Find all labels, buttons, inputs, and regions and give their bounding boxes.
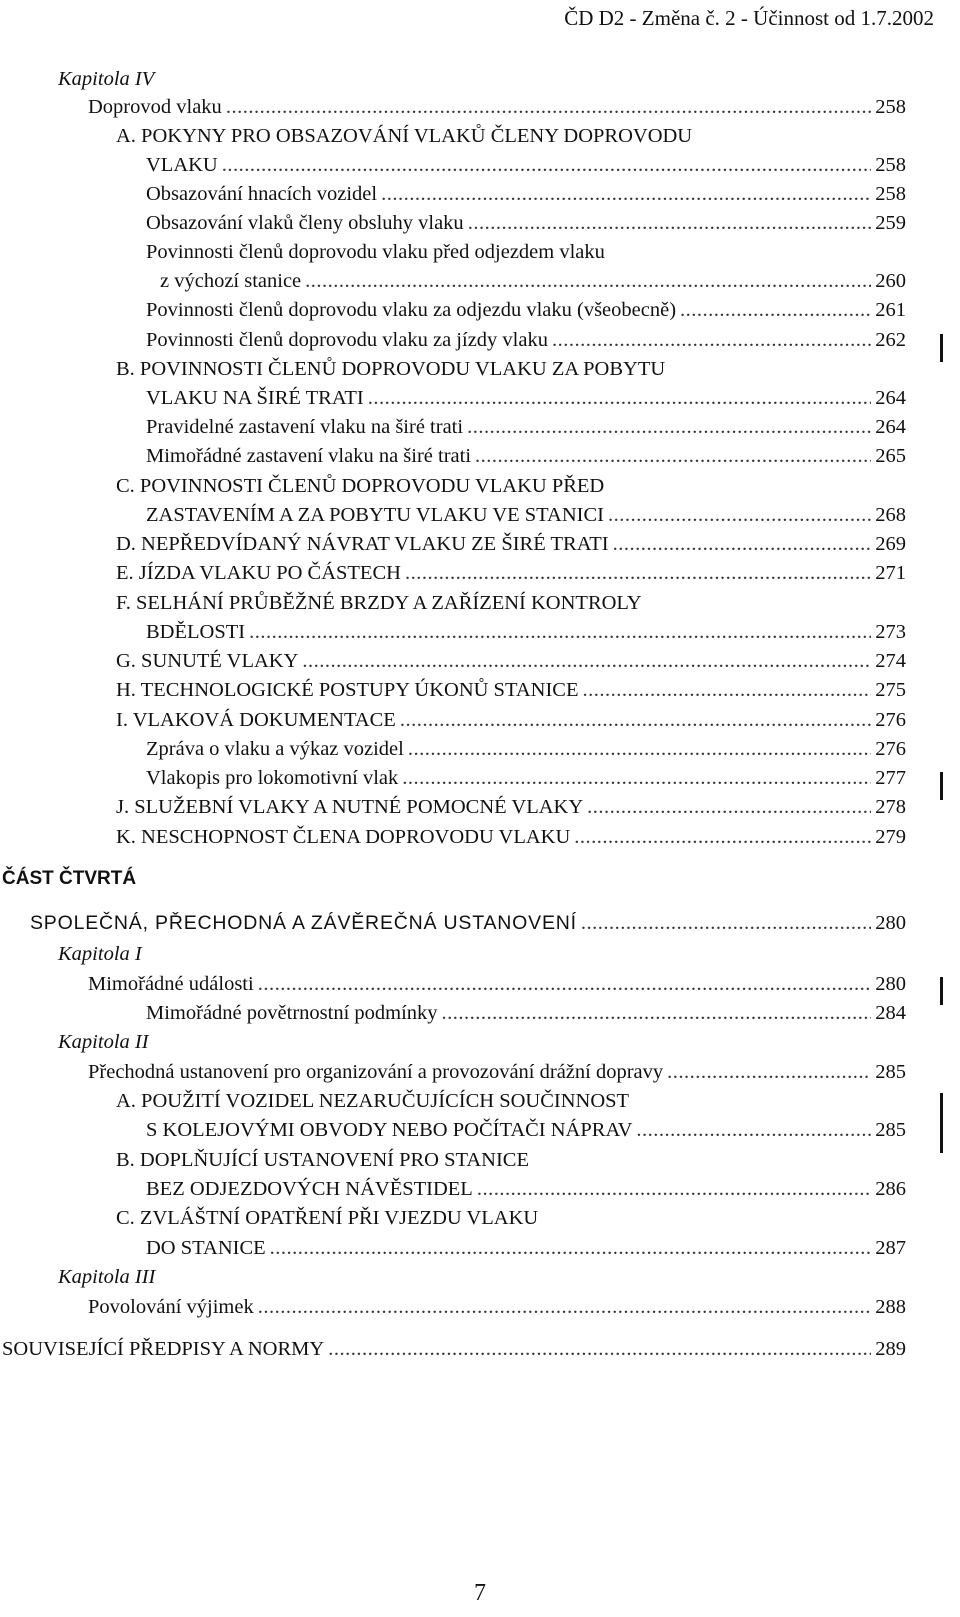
toc-entry-page: 285 bbox=[875, 1119, 906, 1141]
toc-entry[interactable] bbox=[146, 299, 906, 327]
toc-entry[interactable] bbox=[146, 1178, 906, 1206]
toc-entry-title: D. NEPŘEDVÍDANÝ NÁVRAT VLAKU ZE ŠIRÉ TRATI bbox=[116, 533, 609, 555]
toc-entry[interactable] bbox=[146, 416, 906, 444]
toc-entry[interactable] bbox=[116, 562, 906, 590]
toc-entry-page: 264 bbox=[875, 387, 906, 409]
change-bar bbox=[940, 1093, 943, 1153]
toc-entry[interactable] bbox=[146, 621, 906, 649]
toc-entry-page: 274 bbox=[875, 650, 906, 672]
chapter-heading: Kapitola I bbox=[58, 943, 142, 965]
toc-entry-title-line1: B. POVINNOSTI ČLENŮ DOPROVODU VLAKU ZA POBYTU bbox=[116, 358, 666, 380]
toc-entry-page: 268 bbox=[875, 504, 906, 526]
toc-entry-title: DO STANICE bbox=[146, 1237, 266, 1259]
toc-entry-page: 285 bbox=[875, 1061, 906, 1083]
toc-entry-title-line1: Povinnosti členů doprovodu vlaku před odjezdem vlaku bbox=[146, 241, 605, 263]
toc-entry-title: BEZ ODJEZDOVÝCH NÁVĚSTIDEL bbox=[146, 1178, 473, 1200]
toc-entry-page: 258 bbox=[875, 96, 906, 118]
toc-entry-page: 259 bbox=[875, 212, 906, 234]
dot-leader bbox=[552, 329, 871, 352]
dot-leader bbox=[442, 1002, 872, 1025]
toc-entry[interactable] bbox=[146, 1237, 906, 1265]
page-number: 7 bbox=[474, 1580, 486, 1606]
toc-entry-title: H. TECHNOLOGICKÉ POSTUPY ÚKONŮ STANICE bbox=[116, 679, 579, 701]
toc-entry[interactable] bbox=[146, 504, 906, 532]
dot-leader bbox=[636, 1119, 871, 1142]
toc-entry-page: 277 bbox=[875, 767, 906, 789]
dot-leader bbox=[475, 445, 871, 468]
toc-entry[interactable] bbox=[160, 270, 906, 298]
toc-entry-page: 262 bbox=[875, 329, 906, 351]
toc-entry-page: 264 bbox=[875, 416, 906, 438]
toc-entry-page: 288 bbox=[875, 1296, 906, 1318]
dot-leader bbox=[574, 826, 871, 849]
toc-entry[interactable] bbox=[146, 738, 906, 766]
toc-entry-title: I. VLAKOVÁ DOKUMENTACE bbox=[116, 709, 396, 731]
toc-entry-title: BDĚLOSTI bbox=[146, 621, 246, 643]
dot-leader bbox=[581, 912, 871, 935]
toc-entry[interactable] bbox=[2, 1338, 906, 1366]
toc-entry[interactable] bbox=[88, 96, 906, 124]
toc-entry-page: 289 bbox=[875, 1338, 906, 1360]
toc-entry-title: K. NESCHOPNOST ČLENA DOPROVODU VLAKU bbox=[116, 826, 571, 848]
dot-leader bbox=[467, 416, 871, 439]
dot-leader bbox=[328, 1338, 871, 1361]
toc-entry[interactable] bbox=[146, 329, 906, 357]
dot-leader bbox=[680, 299, 871, 322]
toc-entry-title-line1: C. ZVLÁŠTNÍ OPATŘENÍ PŘI VJEZDU VLAKU bbox=[116, 1207, 539, 1229]
dot-leader bbox=[405, 562, 871, 585]
part-heading: ČÁST ČTVRTÁ bbox=[2, 868, 137, 889]
dot-leader bbox=[222, 154, 872, 177]
toc-entry[interactable] bbox=[116, 533, 906, 561]
toc-entry[interactable] bbox=[146, 154, 906, 182]
toc-entry-title: Povolování výjimek bbox=[88, 1296, 254, 1318]
toc-entry[interactable] bbox=[116, 796, 906, 824]
toc-entry-title: VLAKU bbox=[146, 154, 218, 176]
toc-entry-page: 276 bbox=[875, 738, 906, 760]
toc-entry-title: ZASTAVENÍM A ZA POBYTU VLAKU VE STANICI bbox=[146, 504, 604, 526]
toc-entry-title-line1: C. POVINNOSTI ČLENŮ DOPROVODU VLAKU PŘED bbox=[116, 475, 605, 497]
toc-entry-title: Povinnosti členů doprovodu vlaku za jízdy vlaku bbox=[146, 329, 548, 351]
toc-entry-page: 261 bbox=[875, 299, 906, 321]
dot-leader bbox=[226, 96, 871, 119]
toc-entry-page: 276 bbox=[875, 709, 906, 731]
toc-entry-title: Obsazování hnacích vozidel bbox=[146, 183, 378, 205]
dot-leader bbox=[368, 387, 872, 410]
toc-entry-title-line1: F. SELHÁNÍ PRŮBĚŽNÉ BRZDY A ZAŘÍZENÍ KONTROLY bbox=[116, 592, 642, 614]
toc-entry-title: Mimořádné události bbox=[88, 973, 254, 995]
toc-entry-page: 286 bbox=[875, 1178, 906, 1200]
dot-leader bbox=[400, 709, 871, 732]
dot-leader bbox=[667, 1061, 871, 1084]
toc-entry-title: z výchozí stanice bbox=[160, 270, 302, 292]
toc-entry-title: Mimořádné povětrnostní podmínky bbox=[146, 1002, 438, 1024]
change-bar bbox=[940, 334, 943, 362]
toc-entry-page: 279 bbox=[875, 826, 906, 848]
change-bar bbox=[940, 772, 943, 800]
toc-entry-page: 269 bbox=[875, 533, 906, 555]
dot-leader bbox=[258, 973, 872, 996]
toc-entry[interactable] bbox=[88, 973, 906, 1001]
toc-entry-page: 258 bbox=[875, 154, 906, 176]
dot-leader bbox=[258, 1296, 872, 1319]
dot-leader bbox=[249, 621, 871, 644]
toc-entry-title: J. SLUŽEBNÍ VLAKY A NUTNÉ POMOCNÉ VLAKY bbox=[116, 796, 584, 818]
toc-entry-title: Přechodná ustanovení pro organizování a provozování drážní dopravy bbox=[88, 1061, 664, 1083]
dot-leader bbox=[402, 767, 871, 790]
dot-leader bbox=[305, 270, 871, 293]
toc-entry[interactable] bbox=[146, 1119, 906, 1147]
change-bar bbox=[940, 977, 943, 1005]
toc-entry[interactable] bbox=[146, 1002, 906, 1030]
toc-entry-title-line1: A. POUŽITÍ VOZIDEL NEZARUČUJÍCÍCH SOUČINNOST bbox=[116, 1090, 630, 1112]
dot-leader bbox=[477, 1178, 871, 1201]
dot-leader bbox=[468, 212, 872, 235]
dot-leader bbox=[587, 796, 871, 819]
toc-entry-title: S KOLEJOVÝMI OBVODY NEBO POČÍTAČI NÁPRAV bbox=[146, 1119, 633, 1141]
toc-entry-title: Povinnosti členů doprovodu vlaku za odjezdu vlaku (všeobecně) bbox=[146, 299, 677, 321]
toc-entry[interactable] bbox=[30, 912, 906, 940]
toc-entry-page: 275 bbox=[875, 679, 906, 701]
dot-leader bbox=[582, 679, 871, 702]
toc-entry-title: Pravidelné zastavení vlaku na širé trati bbox=[146, 416, 464, 438]
toc-entry-page: 284 bbox=[875, 1002, 906, 1024]
toc-entry-page: 280 bbox=[875, 973, 906, 995]
toc-entry-title-line1: A. POKYNY PRO OBSAZOVÁNÍ VLAKŮ ČLENY DOPROVODU bbox=[116, 125, 693, 147]
chapter-heading: Kapitola IV bbox=[58, 68, 155, 90]
toc-entry-title: E. JÍZDA VLAKU PO ČÁSTECH bbox=[116, 562, 401, 584]
dot-leader bbox=[613, 533, 872, 556]
running-header: ČD D2 - Změna č. 2 - Účinnost od 1.7.2002 bbox=[564, 6, 934, 30]
toc-entry-title: VLAKU NA ŠIRÉ TRATI bbox=[146, 387, 364, 409]
toc-entry-title: Mimořádné zastavení vlaku na širé trati bbox=[146, 445, 472, 467]
toc-entry[interactable] bbox=[116, 709, 906, 737]
toc-entry-page: 273 bbox=[875, 621, 906, 643]
toc-entry[interactable] bbox=[146, 212, 906, 240]
toc-entry[interactable] bbox=[116, 679, 906, 707]
toc-entry-title: Obsazování vlaků členy obsluhy vlaku bbox=[146, 212, 464, 234]
toc-entry-page: 271 bbox=[875, 562, 906, 584]
dot-leader bbox=[608, 504, 871, 527]
dot-leader bbox=[270, 1237, 872, 1260]
toc-entry-title: Vlakopis pro lokomotivní vlak bbox=[146, 767, 399, 789]
toc-entry-title: G. SUNUTÉ VLAKY bbox=[116, 650, 299, 672]
toc-entry-page: 287 bbox=[875, 1237, 906, 1259]
toc-entry-title: SOUVISEJÍCÍ PŘEDPISY A NORMY bbox=[2, 1338, 325, 1360]
dot-leader bbox=[381, 183, 871, 206]
toc-entry-page: 265 bbox=[875, 445, 906, 467]
toc-entry-title: Doprovod vlaku bbox=[88, 96, 222, 118]
toc-entry-page: 258 bbox=[875, 183, 906, 205]
toc-entry[interactable] bbox=[146, 183, 906, 211]
toc-entry[interactable] bbox=[146, 445, 906, 473]
toc-entry-page: 260 bbox=[875, 270, 906, 292]
dot-leader bbox=[408, 738, 871, 761]
toc-entry-title: SPOLEČNÁ, PŘECHODNÁ A ZÁVĚREČNÁ USTANOVENÍ bbox=[30, 912, 577, 934]
toc-entry[interactable] bbox=[146, 387, 906, 415]
toc-entry-page: 280 bbox=[875, 912, 906, 934]
toc-entry[interactable] bbox=[116, 826, 906, 854]
chapter-heading: Kapitola II bbox=[58, 1031, 149, 1053]
chapter-heading: Kapitola III bbox=[58, 1266, 156, 1288]
toc-entry-page: 278 bbox=[875, 796, 906, 818]
toc-entry[interactable] bbox=[116, 650, 906, 678]
toc-entry[interactable] bbox=[88, 1296, 906, 1324]
dot-leader bbox=[302, 650, 871, 673]
toc-entry-title: Zpráva o vlaku a výkaz vozidel bbox=[146, 738, 404, 760]
toc-entry[interactable] bbox=[146, 767, 906, 795]
toc-entry-title-line1: B. DOPLŇUJÍCÍ USTANOVENÍ PRO STANICE bbox=[116, 1149, 529, 1171]
toc-entry[interactable] bbox=[88, 1061, 906, 1089]
